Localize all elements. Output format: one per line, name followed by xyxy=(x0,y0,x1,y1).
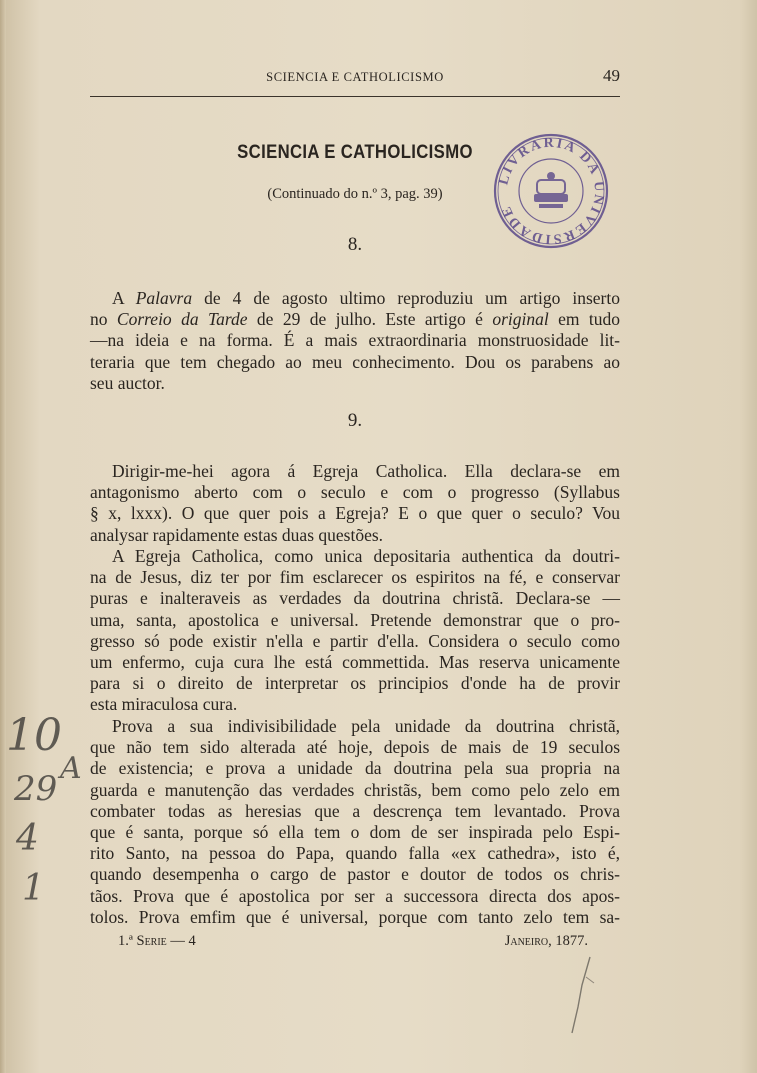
text-line: § x, lxxx). O que quer pois a Egreja? E o que quer o seculo? Vou xyxy=(90,503,620,524)
svg-text:LIVRARIA DA UNIVERSIDADE xyxy=(496,136,606,246)
text-line: —na ideia e na forma. É a mais extraordinaria monstruosidade lit- xyxy=(90,330,620,351)
text-line: seu auctor. xyxy=(90,372,165,393)
running-head xyxy=(90,66,620,97)
text-line: A Egreja Catholica, como unica depositaria authentica da doutri- xyxy=(112,546,620,566)
text-line: A Palavra de 4 de agosto ultimo reproduziu um artigo inserto xyxy=(112,288,620,308)
handwritten-mark: 1 xyxy=(22,868,45,909)
footer-series: 1.ª Serie — 4 xyxy=(118,933,196,949)
pencil-stroke-icon xyxy=(560,955,600,1035)
article-title: SCIENCIA E CATHOLICISMO xyxy=(237,142,473,163)
text-line: esta miraculosa cura. xyxy=(90,694,238,715)
paragraph-9b xyxy=(90,546,620,716)
page-number: 49 xyxy=(603,66,620,85)
text-line: que é santa, porque só ella tem o dom de ser inspirada pelo Espi- xyxy=(90,822,620,843)
text-line: combater todas as heresias que a descrença tem levantado. Prova xyxy=(90,800,620,821)
handwritten-mark: 4 xyxy=(16,818,39,859)
handwritten-mark: 29 xyxy=(14,769,58,809)
text-line: Dirigir-me-hei agora á Egreja Catholica. Ella declara-se em xyxy=(112,461,620,481)
text-line: no Correio da Tarde de 29 de julho. Este artigo é original em tudo xyxy=(90,309,621,330)
text-line: que não tem sido alterada até hoje, depois de mais de 19 seculos xyxy=(90,737,620,758)
text-line: antagonismo aberto com o seculo e com o progresso (Syllabus xyxy=(90,482,620,503)
text-line: analysar rapidamente estas duas questões. xyxy=(90,524,384,545)
footer-date: Janeiro, 1877. xyxy=(504,933,588,949)
running-title: SCIENCIA E CATHOLICISMO xyxy=(266,70,444,84)
text-line: um enfermo, cuja cura lhe está commettida. Mas reserva unicamente xyxy=(90,652,620,673)
text-line: gresso só pode existir n'ella e partir d'ella. Considera o seculo como xyxy=(90,630,620,651)
paragraph-9c xyxy=(90,716,620,928)
section-9-number: 9. xyxy=(347,410,363,431)
text-line: uma, santa, apostolica e universal. Pretende demonstrar que o pro- xyxy=(90,609,620,630)
text-line: teraria que tem chegado ao meu conhecimento. Dou os parabens ao xyxy=(90,351,620,372)
stamp-text: LIVRARIA DA UNIVERSIDADE xyxy=(496,135,607,247)
text-line: tolos. Prova emfim que é universal, porque com tanto zelo tem sa- xyxy=(90,906,620,927)
handwritten-annotations-icon xyxy=(0,700,120,920)
text-line: de existencia; e prova a unidade da doutrina pela sua propria na xyxy=(90,758,620,779)
paragraph-8 xyxy=(90,288,620,394)
section-8-number: 8. xyxy=(347,234,363,255)
handwritten-mark: A xyxy=(60,751,82,786)
text-line: guarda e manutenção das verdades christãs, bem como pelo zelo em xyxy=(90,779,620,800)
text-line: tãos. Prova que é apostolica por ser a successora directa dos apos- xyxy=(90,885,620,906)
text-line: rito Santo, na pessoa do Papa, quando falla «ex cathedra», isto é, xyxy=(90,843,620,864)
paragraph-9a xyxy=(90,461,620,546)
text-line: Prova a sua indivisibilidade pela unidade da doutrina christã, xyxy=(112,716,620,736)
continuation-note: (Continuado do n.º 3, pag. 39) xyxy=(267,186,443,202)
text-line: puras e inalteraveis as verdades da doutrina christã. Declara-se — xyxy=(90,588,620,609)
text-line: para si o direito de interpretar os principios d'onde ha de provir xyxy=(90,673,620,694)
handwritten-mark: 10 xyxy=(6,710,62,761)
library-stamp-icon xyxy=(492,132,610,250)
text-line: na de Jesus, diz ter por fim esclarecer os espiritos na fé, e conservar xyxy=(90,567,620,588)
text-line: quando desempenha o cargo de pastor e doutor de todos os chris- xyxy=(90,864,620,885)
